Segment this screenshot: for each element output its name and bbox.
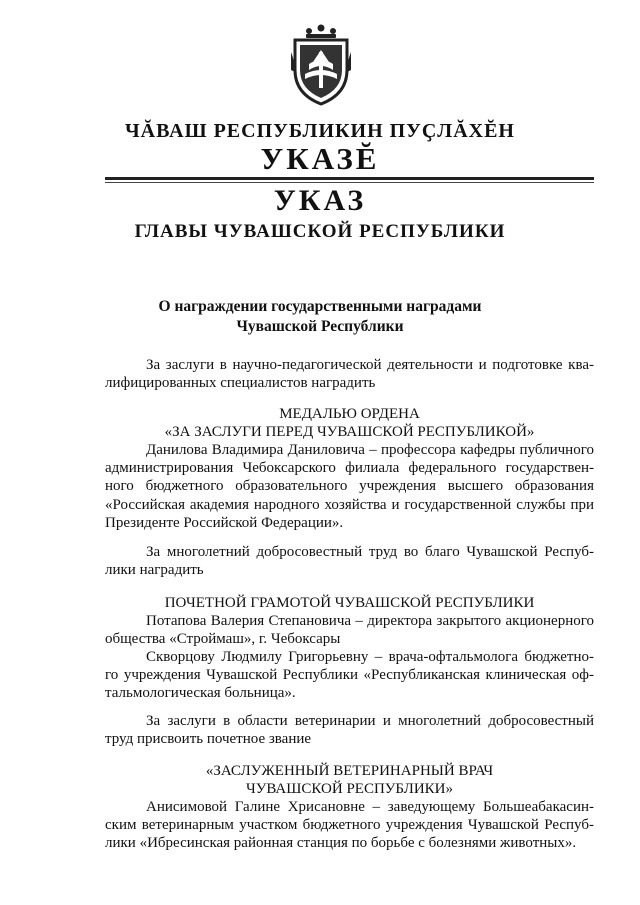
- award-line: ЧУВАШСКОЙ РЕСПУБЛИКИ»: [246, 781, 453, 798]
- section-1-person: [105, 441, 594, 532]
- paragraph-line: труд присвоить почетное звание: [105, 731, 312, 748]
- chuvash-ukaze-title: УКАЗĔ: [260, 141, 380, 176]
- paragraph-line: За заслуги в области ветеринарии и многолетний добросовестный: [146, 713, 594, 729]
- award-line: «ЗАСЛУЖЕННЫЙ ВЕТЕРИНАРНЫЙ ВРАЧ: [205, 763, 494, 779]
- paragraph-line: «Российская академия народного хозяйства и государственной службы при: [105, 496, 594, 513]
- paragraph-line: За заслуги в научно-педагогической деятельности и подготовке ква-: [146, 357, 594, 373]
- header-divider-thick: [105, 177, 594, 180]
- ukaz-title: УКАЗ: [273, 184, 367, 217]
- section-2-award: [105, 594, 594, 612]
- decree-title-line: О награждении государственными наградами: [158, 298, 482, 315]
- paragraph-line: За многолетний добросовестный труд во благо Чувашской Респуб-: [146, 544, 594, 560]
- paragraph-line: администрирования Чебоксарского филиала федерального государствен-: [105, 460, 594, 477]
- chuvash-header: ЧĂВАШ РЕСПУБЛИКИН ПУҪЛĂХĔН: [124, 120, 515, 142]
- decree-title-line: Чувашской Республики: [236, 318, 404, 335]
- paragraph-line: тальмологическая больница».: [105, 685, 296, 702]
- ukaz-subtitle: ГЛАВЫ ЧУВАШСКОЙ РЕСПУБЛИКИ: [134, 221, 506, 242]
- section-1-award: [105, 405, 594, 441]
- section-3-award: [105, 762, 594, 798]
- header-divider-thin: [105, 182, 594, 183]
- section-2-person-2: [105, 648, 594, 703]
- award-line: ПОЧЕТНОЙ ГРАМОТОЙ ЧУВАШСКОЙ РЕСПУБЛИКИ: [164, 595, 535, 611]
- paragraph-line: Анисимовой Галине Хрисановне – заведующему Большеабакасин-: [146, 799, 594, 815]
- paragraph-line: лифицированных специалистов наградить: [105, 375, 376, 392]
- section-2-person-1: [105, 612, 594, 648]
- paragraph-line: го учреждения Чувашской Республики «Республиканская клиническая оф-: [105, 667, 594, 684]
- paragraph-line: лики «Ибресинская районная станция по борьбе с болезнями животных».: [105, 835, 577, 852]
- chuvash-emblem-icon: [289, 22, 353, 106]
- paragraph-line: Скворцову Людмилу Григорьевну – врача-офтальмолога бюджетно-: [146, 649, 594, 665]
- paragraph-line: лики наградить: [105, 562, 204, 579]
- section-3-intro: [105, 712, 594, 748]
- paragraph-line: Потапова Валерия Степановича – директора закрытого акционерного: [146, 613, 594, 629]
- section-2-intro: [105, 543, 594, 579]
- section-3-person: [105, 798, 594, 853]
- paragraph-line: ским ветеринарным участком бюджетного учреждения Чувашской Респуб-: [105, 817, 594, 834]
- paragraph-line: Данилова Владимира Даниловича – профессора кафедры публичного: [146, 442, 594, 458]
- award-line: «ЗА ЗАСЛУГИ ПЕРЕД ЧУВАШСКОЙ РЕСПУБЛИКОЙ»: [164, 424, 535, 441]
- award-line: МЕДАЛЬЮ ОРДЕНА: [279, 406, 420, 422]
- paragraph-line: общества «Строймаш», г. Чебоксары: [105, 631, 341, 648]
- decree-title: [0, 297, 640, 337]
- paragraph-line: Президенте Российской Федерации».: [105, 514, 344, 531]
- paragraph-line: ного бюджетного образовательного учреждения высшего образования: [105, 478, 594, 495]
- section-1-intro: [105, 356, 594, 392]
